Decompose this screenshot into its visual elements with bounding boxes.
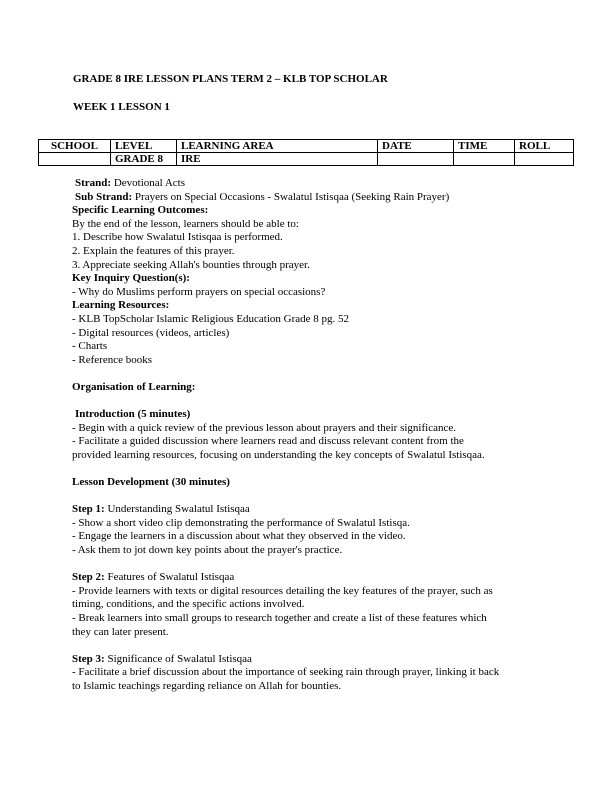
- outcomes-intro: By the end of the lesson, learners should be able to:: [72, 217, 299, 230]
- paragraph-line: - Ask them to jot down key points about the prayer's practice.: [72, 544, 343, 557]
- strand-label: Strand:: [75, 177, 112, 189]
- table-header-cell: ROLL: [515, 140, 574, 153]
- inquiry-heading: Key Inquiry Question(s):: [72, 272, 190, 285]
- table-cell: IRE: [177, 153, 378, 166]
- step2-title: Features of Swalatul Istisqaa: [104, 571, 235, 584]
- list-item: 1. Describe how Swalatul Istisqaa is performed.: [72, 231, 283, 244]
- step3-heading: [72, 653, 572, 667]
- paragraph-line: - Show a short video clip demonstrating the performance of Swalatul Istisqa.: [72, 516, 410, 529]
- step2-heading: [72, 571, 572, 585]
- table-cell: [39, 153, 111, 166]
- step1-label: Step 1:: [72, 503, 105, 516]
- step1-title: Understanding Swalatul Istisqaa: [104, 503, 250, 516]
- document-title: GRADE 8 IRE LESSON PLANS TERM 2 – KLB TOP SCHOLAR: [73, 73, 388, 85]
- table-cell: GRADE 8: [111, 153, 177, 166]
- organisation-heading: Organisation of Learning:: [72, 380, 196, 393]
- step3-label: Step 3:: [72, 652, 105, 665]
- table-header-cell: DATE: [378, 140, 454, 153]
- table-cell: [515, 153, 574, 166]
- paragraph-line: - Provide learners with texts or digital resources detailing the key features of the prayer, such as: [72, 584, 493, 597]
- list-item: - KLB TopScholar Islamic Religious Education Grade 8 pg. 52: [72, 312, 350, 325]
- step2-label: Step 2:: [72, 571, 105, 584]
- table-header-row: [39, 140, 574, 153]
- strand-line: [72, 177, 572, 191]
- sub-strand-value: Prayers on Special Occasions - Swalatul Istisqaa (Seeking Rain Prayer): [132, 190, 450, 203]
- paragraph-line: to Islamic teachings regarding reliance on Allah for bounties.: [72, 679, 342, 692]
- strand-value: Devotional Acts: [111, 177, 185, 189]
- resources-heading: Learning Resources:: [72, 299, 170, 312]
- sub-strand-line: [72, 191, 572, 205]
- list-item: - Reference books: [72, 353, 153, 366]
- outcomes-heading: Specific Learning Outcomes:: [72, 204, 209, 217]
- list-item: - Digital resources (videos, articles): [72, 326, 230, 339]
- lesson-info-table: [38, 139, 574, 166]
- paragraph-line: - Facilitate a brief discussion about the importance of seeking rain through prayer, linking it back: [72, 666, 500, 679]
- paragraph-line: - Engage the learners in a discussion about what they observed in the video.: [72, 530, 406, 543]
- development-heading: Lesson Development (30 minutes): [72, 476, 230, 489]
- table-header-cell: LEARNING AREA: [177, 140, 378, 153]
- paragraph-line: - Begin with a quick review of the previous lesson about prayers and their significance.: [72, 421, 456, 434]
- introduction-heading: Introduction (5 minutes): [75, 408, 191, 421]
- lesson-content: [72, 177, 572, 694]
- list-item: 3. Appreciate seeking Allah's bounties through prayer.: [72, 258, 310, 271]
- week-lesson-heading: WEEK 1 LESSON 1: [73, 101, 170, 113]
- table-row: [39, 153, 574, 166]
- list-item: - Why do Muslims perform prayers on special occasions?: [72, 285, 326, 298]
- step1-heading: [72, 503, 572, 517]
- table-header-cell: LEVEL: [111, 140, 177, 153]
- paragraph-line: timing, conditions, and the specific actions involved.: [72, 598, 305, 611]
- step3-title: Significance of Swalatul Istisqaa: [104, 652, 252, 665]
- table-cell: [454, 153, 515, 166]
- table-header-cell: SCHOOL: [39, 140, 111, 153]
- sub-strand-label: Sub Strand:: [75, 190, 133, 203]
- table-cell: [378, 153, 454, 166]
- list-item: 2. Explain the features of this prayer.: [72, 244, 235, 257]
- paragraph-line: provided learning resources, focusing on understanding the key concepts of Swalatul Istisqaa.: [72, 448, 485, 461]
- paragraph-line: - Facilitate a guided discussion where learners read and discuss relevant content from the: [72, 435, 464, 448]
- paragraph-line: - Break learners into small groups to research together and create a list of these features which: [72, 612, 487, 624]
- table-header-cell: TIME: [454, 140, 515, 153]
- list-item: - Charts: [72, 340, 108, 353]
- paragraph-line: they can later present.: [72, 625, 169, 638]
